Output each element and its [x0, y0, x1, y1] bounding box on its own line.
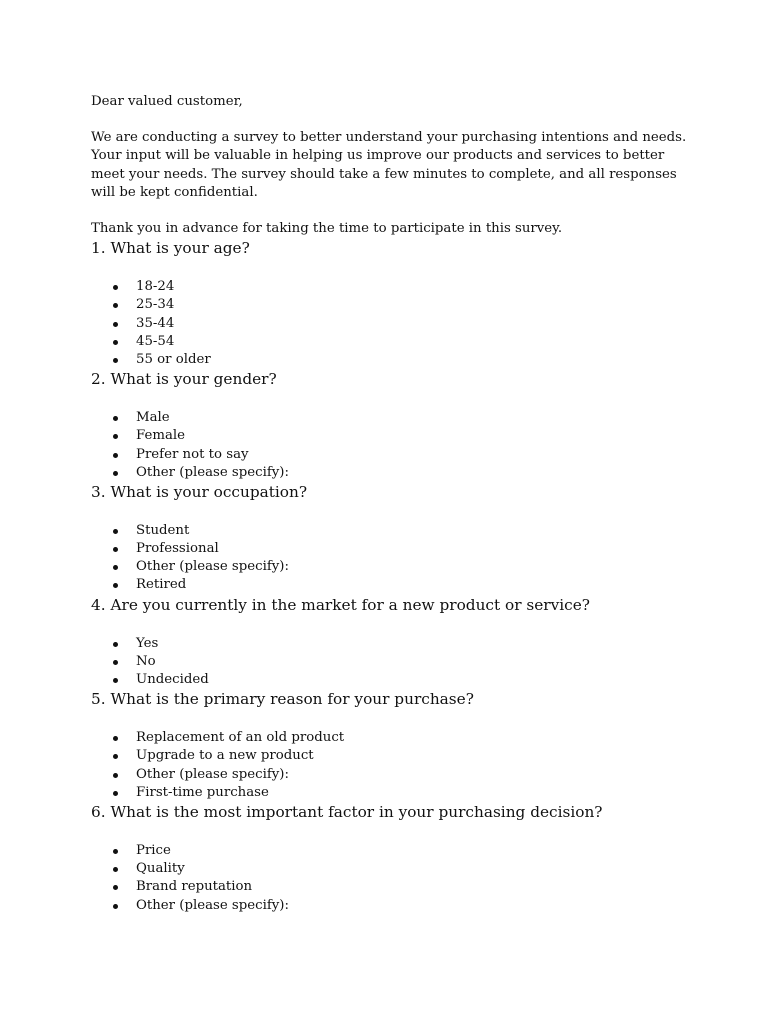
bullet-icon [113, 791, 118, 796]
bullet-icon [113, 340, 118, 345]
option-label: Female [136, 428, 186, 444]
question-section [91, 595, 691, 690]
question-title: 1. What is your age? [91, 239, 250, 258]
question-section [91, 238, 691, 369]
option-list [91, 278, 691, 369]
option-label: Retired [136, 577, 187, 593]
option-item [91, 766, 691, 784]
bullet-icon [113, 453, 118, 458]
survey-document [91, 93, 691, 915]
option-item [91, 427, 691, 445]
option-label: 25-34 [136, 297, 175, 313]
bullet-icon [113, 303, 118, 308]
option-label: Undecided [136, 672, 209, 688]
option-label: Other (please specify): [136, 559, 289, 575]
question-section [91, 689, 691, 802]
option-label: Yes [136, 635, 159, 651]
option-label: Professional [136, 541, 219, 557]
bullet-icon [113, 322, 118, 327]
intro-paragraph: We are conducting a survey to better understand your purchasing intentions and needs. Your input will be valuable in helping us improve our products and services to better meet your needs. The survey should take a few minutes to complete, and all responses will be kept confidential. [91, 130, 687, 200]
bullet-icon [113, 867, 118, 872]
option-item [91, 351, 691, 369]
option-item [91, 315, 691, 333]
option-label: Brand reputation [136, 879, 253, 895]
option-label: Upgrade to a new product [136, 748, 314, 764]
option-label: Other (please specify): [136, 464, 289, 480]
bullet-icon [113, 849, 118, 854]
bullet-icon [113, 416, 118, 421]
question-title: 5. What is the primary reason for your purchase? [91, 690, 474, 709]
option-label: 18-24 [136, 279, 175, 295]
option-label: Male [136, 410, 170, 426]
thanks-paragraph: Thank you in advance for taking the time to participate in this survey. [91, 221, 563, 237]
question-section [91, 802, 691, 915]
bullet-icon [113, 471, 118, 476]
option-label: First-time purchase [136, 784, 269, 800]
option-item [91, 576, 691, 594]
bullet-icon [113, 904, 118, 909]
option-label: Prefer not to say [136, 446, 249, 462]
bullet-icon [113, 754, 118, 759]
bullet-icon [113, 565, 118, 570]
option-item [91, 842, 691, 860]
option-list [91, 729, 691, 802]
question-section [91, 369, 691, 482]
bullet-icon [113, 529, 118, 534]
option-item [91, 409, 691, 427]
bullet-icon [113, 434, 118, 439]
question-title: 3. What is your occupation? [91, 482, 308, 501]
option-item [91, 860, 691, 878]
question-section [91, 482, 691, 595]
option-list [91, 409, 691, 482]
option-item [91, 784, 691, 802]
bullet-icon [113, 736, 118, 741]
option-item [91, 278, 691, 296]
bullet-icon [113, 678, 118, 683]
option-item [91, 635, 691, 653]
option-item [91, 540, 691, 558]
option-label: Other (please specify): [136, 766, 289, 782]
option-item [91, 333, 691, 351]
option-item [91, 729, 691, 747]
option-label: No [136, 653, 156, 669]
option-label: Price [136, 842, 171, 858]
option-label: 45-54 [136, 333, 175, 349]
option-label: Replacement of an old product [136, 730, 345, 746]
bullet-icon [113, 583, 118, 588]
option-list [91, 635, 691, 690]
option-label: Student [136, 522, 190, 538]
question-title: 2. What is your gender? [91, 370, 277, 389]
option-item [91, 522, 691, 540]
option-item [91, 446, 691, 464]
option-item [91, 747, 691, 765]
option-list [91, 842, 691, 915]
option-item [91, 464, 691, 482]
option-item [91, 878, 691, 896]
bullet-icon [113, 358, 118, 363]
question-title: 4. Are you currently in the market for a new product or service? [91, 595, 590, 614]
bullet-icon [113, 285, 118, 290]
bullet-icon [113, 885, 118, 890]
option-item [91, 671, 691, 689]
option-item [91, 653, 691, 671]
option-label: 35-44 [136, 315, 175, 331]
option-label: Quality [136, 861, 185, 877]
option-item [91, 296, 691, 314]
greeting: Dear valued customer, [91, 94, 243, 109]
option-item [91, 897, 691, 915]
option-list [91, 522, 691, 595]
bullet-icon [113, 773, 118, 778]
bullet-icon [113, 642, 118, 647]
option-label: Other (please specify): [136, 897, 289, 913]
bullet-icon [113, 660, 118, 665]
option-item [91, 558, 691, 576]
option-label: 55 or older [136, 351, 211, 367]
bullet-icon [113, 547, 118, 552]
question-title: 6. What is the most important factor in your purchasing decision? [91, 802, 603, 821]
